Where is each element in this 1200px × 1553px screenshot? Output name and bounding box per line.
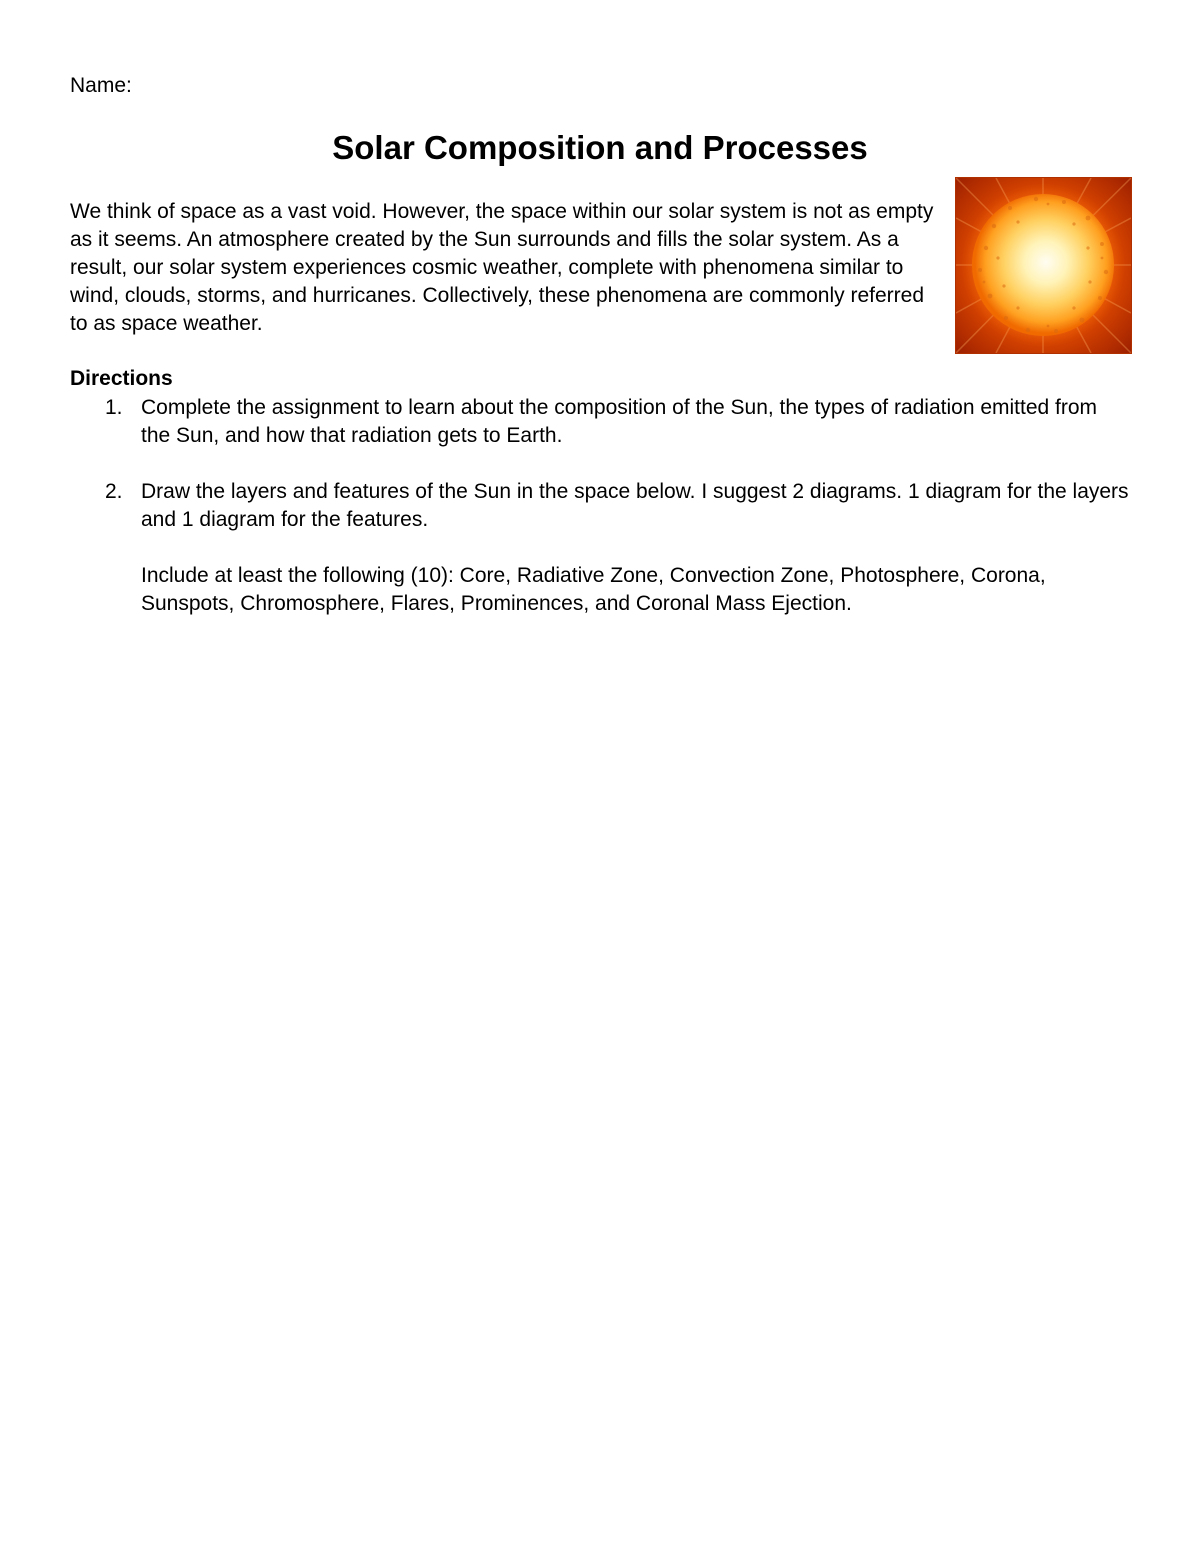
list-item-text: Complete the assignment to learn about the composition of the Sun, the types of radiation emitted from the Sun, and how that radiation gets to Earth.	[141, 396, 1098, 447]
intro-paragraph: We think of space as a vast void. However, the space within our solar system is not as empty as it seems. An atmosphere created by the Sun surrounds and fills the solar system. As a result, our solar system experiences cosmic weather, complete with phenomena similar to wind, clouds, storms, and hurricanes. Collectively, these phenomena are commonly referred to as space weather.	[70, 200, 934, 335]
list-item-text: Draw the layers and features of the Sun in the space below. I suggest 2 diagrams. 1 diagram for the layers and 1 diagram for the features.	[141, 480, 1129, 531]
page-title: Solar Composition and Processes	[332, 129, 868, 166]
list-item	[70, 394, 1130, 450]
list-number: 1.	[105, 396, 123, 419]
list-item	[70, 478, 1130, 534]
directions-heading: Directions	[70, 367, 173, 390]
sun-photo-icon	[955, 177, 1132, 354]
name-label: Name:	[70, 74, 132, 97]
list-item-subtext: Include at least the following (10): Core, Radiative Zone, Convection Zone, Photosphere, Corona, Sunspots, Chromosphere, Flares, Prominences, and Coronal Mass Ejection.	[141, 564, 1046, 615]
list-number: 2.	[105, 480, 123, 503]
